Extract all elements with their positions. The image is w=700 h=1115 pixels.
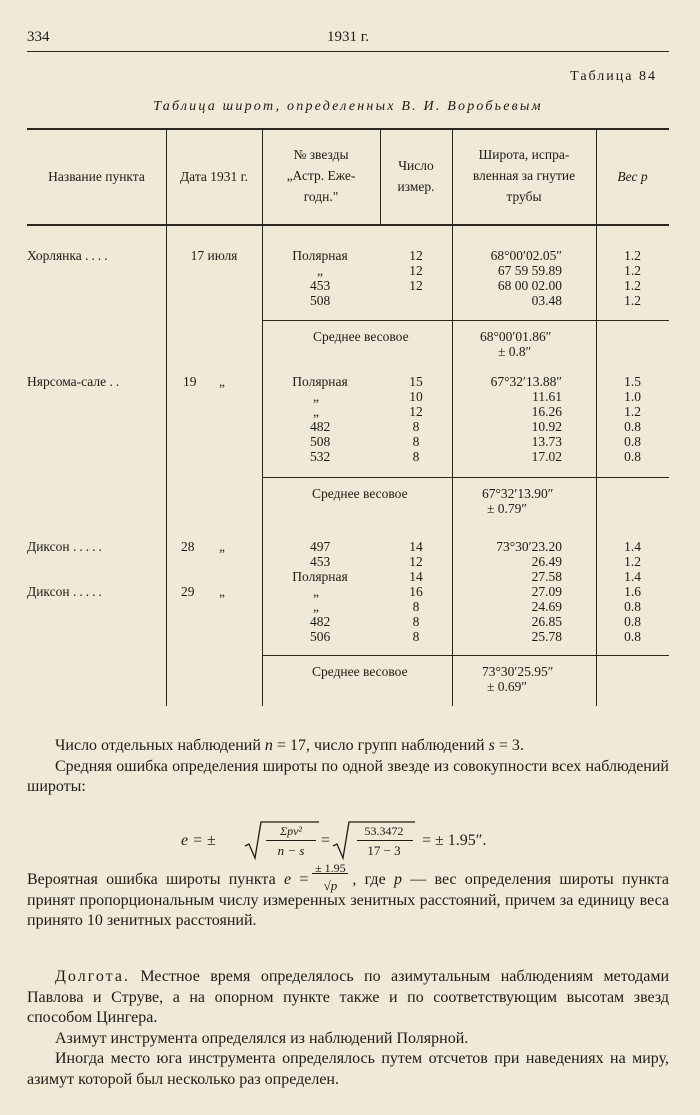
station-name: Диксон ..... [27,539,105,554]
station-name: Хорлянка .... [27,248,111,263]
count-cell: 15 [409,374,423,389]
fraction-bar-1 [266,840,316,841]
station-name: Нярсома-сале .. [27,374,123,389]
col-head-count: Число измер. [397,158,435,194]
table-top-rule [27,128,669,130]
weight-cell: 1.0 [624,389,641,404]
star-cell: Полярная [292,569,348,584]
latitude-cell: 03.48 [531,293,562,308]
count-cell: 16 [409,584,423,599]
count-cell: 8 [412,434,420,449]
latitude-cell: 68°00′02.05″ [490,248,562,263]
mean1-top-rule [262,320,669,321]
latitude-cell: 13.73 [531,434,562,449]
latitude-cell: 68 00 02.00 [497,278,562,293]
latitude-cell: 67 59 59.89 [497,263,562,278]
count-cell: 12 [409,554,423,569]
latitude-cell: 24.69 [531,599,562,614]
weight-cell: 1.4 [624,539,641,554]
paragraph-azimuth: Азимут инструмента определялся из наблюдений Полярной. [55,1029,469,1047]
weight-cell: 0.8 [624,599,641,614]
star-cell: „ [317,263,323,278]
latitude-cell: 27.58 [531,569,562,584]
star-cell: 482 [310,614,331,629]
mean3-top-rule [262,655,669,656]
weighted-mean-error: ± 0.79″ [487,501,528,516]
weight-cell: 1.2 [624,263,641,278]
star-cell: Полярная [292,374,348,389]
weight-cell: 1.2 [624,248,641,263]
star-cell: 453 [310,554,331,569]
col-head-name: Название пункта [48,169,145,184]
formula-eq: = [321,832,331,849]
latitude-cell: 73°30′23.20 [496,539,562,554]
paragraph-probable-error: Вероятная ошибка широты пункта e = $\frac{\pm 1.95}{√p}$ , где p — вес определения широты пункта принят пропорциональным числу измеренных зенитных расстояний, причем за единицу веса принято 10 зенитных расстояний. [27,861,670,929]
star-cell: „ [313,389,319,404]
star-cell: 497 [310,539,331,554]
latitude-cell: 10.92 [531,419,562,434]
header-year: 1931 г. [327,29,369,45]
weight-cell: 0.8 [624,419,641,434]
weight-cell: 0.8 [624,614,641,629]
star-cell: „ [313,584,319,599]
weight-cell: 1.2 [624,278,641,293]
count-cell: 8 [412,629,420,644]
paragraph-mean-error: Средняя ошибка определения широты по одной звезде из совокупности всех наблюдений широты: [27,757,669,795]
count-cell: 12 [409,248,423,263]
star-cell: „ [313,599,319,614]
weighted-mean-value: 67°32′13.90″ [482,486,554,501]
star-cell: 506 [310,629,331,644]
weight-cell: 1.2 [624,404,641,419]
count-cell: 12 [409,263,423,278]
count-cell: 12 [409,404,423,419]
station-date-ditto: „ [219,374,225,389]
weighted-mean-label: Среднее весовое [313,329,409,344]
fraction-bar-2 [357,840,413,841]
weight-cell: 0.8 [624,629,641,644]
latitude-cell: 25.78 [531,629,562,644]
paragraph-observations: Число отдельных наблюдений n = 17, число групп наблюдений s = 3. [55,737,524,754]
station-date-ditto: „ [219,584,225,599]
formula-fraction-2: 53.3472 17 − 3 [364,824,404,858]
text-block-top [27,736,669,798]
col-sep-1 [166,128,167,706]
latitude-cell: 11.61 [532,389,562,404]
station-date: 28 [181,539,195,554]
formula-lhs: e = ± [181,832,216,849]
header-rule [27,51,669,52]
page-number: 334 [27,29,50,45]
count-cell: 8 [412,449,420,464]
latitude-cell: 17.02 [531,449,562,464]
station-date-ditto: „ [219,539,225,554]
formula-rhs: = ± 1.95″. [422,832,487,849]
paragraph-longitude: Долгота. Местное время определялось по азимутальным наблюдениям методами Павлова и Струве, а на опорном пункте также и по соответствующим высотам звезд способом Цингера. [27,968,669,1026]
weight-cell: 0.8 [624,434,641,449]
weight-cell: 1.2 [624,554,641,569]
star-cell: 508 [310,293,331,308]
weighted-mean-label: Среднее весовое [312,486,408,501]
star-cell: „ [313,404,319,419]
count-cell: 8 [412,419,420,434]
latitude-cell: 26.49 [531,554,562,569]
probable-error-fraction: $\frac{\pm 1.95}{√p}$ [308,870,352,890]
station-date: 19 [183,374,197,389]
star-cell: Полярная [292,248,348,263]
station-name: Диксон ..... [27,584,105,599]
table-number: Таблица 84 [570,69,657,84]
latitude-cell: 67°32′13.88″ [490,374,562,389]
weight-cell: 1.4 [624,569,641,584]
star-cell: 508 [310,434,331,449]
count-cell: 10 [409,389,423,404]
latitude-cell: 16.26 [531,404,562,419]
latitude-cell: 27.09 [531,584,562,599]
weighted-mean-value: 68°00′01.86″ [480,329,552,344]
formula-fraction-1: Σpv² n − s [277,824,305,858]
weighted-mean-error: ± 0.69″ [487,679,528,694]
weight-cell: 1.6 [624,584,641,599]
weight-cell: 0.8 [624,449,641,464]
count-cell: 8 [412,614,420,629]
weighted-mean-value: 73°30′25.95″ [482,664,554,679]
table-title: Таблица широт, определенных В. И. Воробьевым [153,99,543,114]
error-formula [0,818,700,864]
count-cell: 8 [412,599,420,614]
weighted-mean-error: ± 0.8″ [498,344,532,359]
paragraph-south: Иногда место юга инструмента определялось путем отсчетов при наведениях на миру, азимут которой был несколько раз определен. [27,1050,669,1088]
star-cell: 482 [310,419,331,434]
count-cell: 14 [409,539,423,554]
station-date: 29 [181,584,195,599]
latitude-cell: 26.85 [531,614,562,629]
text-block-bottom [27,967,669,1090]
count-cell: 14 [409,569,423,584]
weighted-mean-label: Среднее весовое [312,664,408,679]
count-cell: 12 [409,278,423,293]
table-header-rule [27,224,669,226]
col-head-star: № звезды „Астр. Еже- годн." [286,147,356,204]
col-head-weight: Вес p [617,169,648,184]
station-date: 17 июля [190,248,238,263]
mean2-top-rule [262,477,669,478]
col-sep-2 [262,128,263,706]
weight-cell: 1.2 [624,293,641,308]
star-cell: 532 [310,449,331,464]
col-head-date: Дата 1931 г. [179,169,249,184]
running-header [27,29,669,51]
weight-cell: 1.5 [624,374,641,389]
star-cell: 453 [310,278,331,293]
col-head-latitude: Широта, испра- вленная за гнутие трубы [472,147,576,204]
